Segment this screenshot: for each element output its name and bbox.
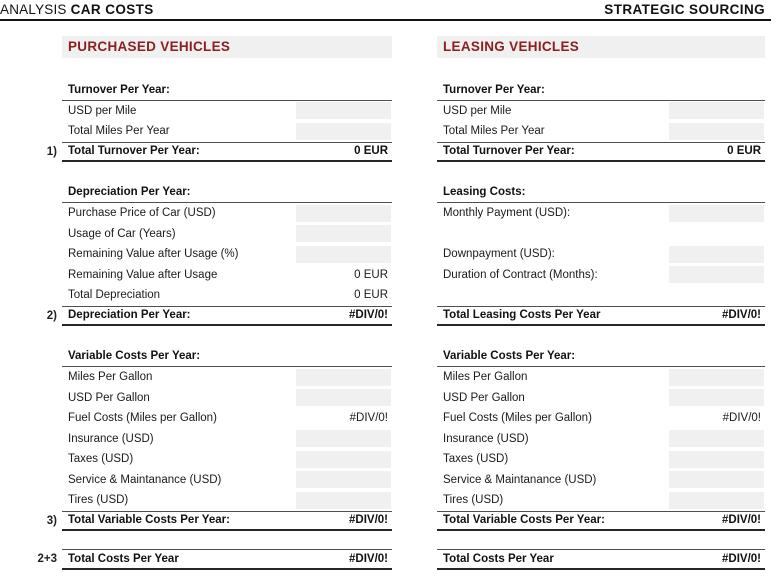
- row-label: Leasing Costs:: [443, 186, 526, 199]
- row-label: Total Leasing Costs Per Year: [443, 309, 601, 322]
- row-number-label: 3): [46, 514, 57, 527]
- row-label: Tires (USD): [68, 494, 129, 507]
- row-content: [437, 285, 765, 306]
- input-cell[interactable]: [296, 492, 391, 509]
- row-content: [62, 511, 392, 532]
- panel-purchased-vehicles: [36, 36, 392, 570]
- input-cell[interactable]: [669, 266, 764, 283]
- row-label: Turnover Per Year:: [68, 83, 170, 96]
- row-number-label: [36, 490, 62, 511]
- data-row: [36, 449, 392, 470]
- value-cell: 0 EUR: [354, 289, 388, 302]
- row-content: [62, 549, 392, 570]
- input-cell[interactable]: [669, 389, 764, 406]
- row-number-label: [36, 367, 62, 388]
- input-cell[interactable]: [669, 451, 764, 468]
- row-label: Remaining Value after Usage: [68, 268, 218, 281]
- row-label: USD per Mile: [443, 104, 512, 117]
- row-content: [437, 347, 765, 368]
- row-content: [62, 265, 392, 286]
- total-row: [36, 549, 392, 570]
- page-title-prefix: ANALYSIS: [0, 2, 67, 17]
- row-content: [437, 429, 765, 450]
- value-cell: #DIV/0!: [722, 514, 761, 527]
- row-label: Service & Maintanance (USD): [443, 473, 597, 486]
- row-number-label: [36, 347, 62, 368]
- value-cell: [670, 183, 765, 203]
- row-content: [62, 142, 392, 163]
- page-title: [0, 2, 154, 17]
- data-row: [437, 244, 765, 265]
- data-row: [36, 285, 392, 306]
- row-label: USD Per Gallon: [68, 391, 150, 404]
- row-content: [437, 121, 765, 142]
- input-cell[interactable]: [296, 430, 391, 447]
- spacer-row: [437, 224, 765, 245]
- row-content: [437, 224, 765, 245]
- row-label: USD Per Gallon: [443, 391, 525, 404]
- value-cell: #DIV/0!: [349, 309, 388, 322]
- total-row: [36, 511, 392, 532]
- row-content: [62, 347, 392, 368]
- row-number-label: [36, 388, 62, 409]
- row-content: [62, 101, 392, 122]
- input-cell[interactable]: [296, 369, 391, 386]
- input-cell[interactable]: [669, 102, 764, 119]
- row-content: [62, 470, 392, 491]
- input-cell[interactable]: [669, 471, 764, 488]
- value-cell: #DIV/0!: [722, 552, 761, 565]
- data-row: [36, 244, 392, 265]
- row-number-label: [36, 265, 62, 286]
- input-cell[interactable]: [296, 389, 391, 406]
- row-content: [62, 531, 392, 549]
- row-content: [62, 388, 392, 409]
- row-label: Turnover Per Year:: [443, 83, 545, 96]
- row-content: [437, 449, 765, 470]
- row-label: Total Miles Per Year: [443, 125, 545, 138]
- row-label: Insurance (USD): [68, 432, 154, 445]
- row-content: [437, 367, 765, 388]
- value-cell: [670, 347, 765, 367]
- row-label: Miles Per Gallon: [68, 371, 153, 384]
- row-label: Insurance (USD): [443, 432, 529, 445]
- row-content: [437, 80, 765, 101]
- total-row: [437, 511, 765, 532]
- data-row: [36, 388, 392, 409]
- total-row: [437, 549, 765, 570]
- row-label: Total Turnover Per Year:: [68, 145, 200, 158]
- row-number-label: [36, 80, 62, 101]
- data-row: [36, 408, 392, 429]
- row-content: [437, 244, 765, 265]
- row-label: USD per Mile: [68, 104, 137, 117]
- row-label: Purchase Price of Car (USD): [68, 207, 216, 220]
- row-label: Downpayment (USD):: [443, 248, 555, 261]
- row-content: [437, 531, 765, 549]
- row-label: Total Variable Costs Per Year:: [443, 514, 605, 527]
- value-cell: 0 EUR: [354, 268, 388, 281]
- data-row: [36, 367, 392, 388]
- data-row: [36, 490, 392, 511]
- row-content: [437, 265, 765, 286]
- spacer-row: [437, 162, 765, 183]
- row-content: [62, 449, 392, 470]
- row-number-label: 1): [46, 145, 57, 158]
- row-content: [62, 244, 392, 265]
- row-content: [437, 306, 765, 327]
- spacer-row: [36, 162, 392, 183]
- row-label: Taxes (USD): [443, 453, 509, 466]
- value-cell: [670, 80, 765, 100]
- data-row: [437, 265, 765, 286]
- total-row: [437, 142, 765, 163]
- page-title-main: CAR COSTS: [70, 2, 154, 17]
- row-content: [62, 490, 392, 511]
- row-number-label: [36, 470, 62, 491]
- data-row: [437, 490, 765, 511]
- row-content: [62, 162, 392, 183]
- input-cell[interactable]: [296, 246, 391, 263]
- total-row: [36, 142, 392, 163]
- input-cell[interactable]: [296, 123, 391, 140]
- data-row: [36, 203, 392, 224]
- row-content: [437, 490, 765, 511]
- row-number-label: [36, 285, 62, 306]
- row-number-label: [36, 429, 62, 450]
- row-label: Remaining Value after Usage (%): [68, 248, 239, 261]
- data-row: [437, 408, 765, 429]
- row-content: [62, 326, 392, 347]
- input-cell[interactable]: [296, 225, 391, 242]
- value-cell: #DIV/0!: [722, 412, 761, 425]
- row-content: [437, 162, 765, 183]
- input-cell[interactable]: [669, 246, 764, 263]
- row-label: Total Costs Per Year: [68, 552, 179, 565]
- input-cell[interactable]: [669, 430, 764, 447]
- value-cell: [297, 80, 392, 100]
- row-label: Total Costs Per Year: [443, 552, 554, 565]
- row-number-label: [36, 326, 62, 347]
- row-label: Duration of Contract (Months):: [443, 268, 598, 281]
- data-row: [36, 101, 392, 122]
- row-content: [437, 408, 765, 429]
- row-label: Fuel Costs (Miles per Gallon): [68, 412, 217, 425]
- input-cell[interactable]: [669, 123, 764, 140]
- row-label: Depreciation Per Year:: [68, 186, 191, 199]
- section-header-row: [36, 183, 392, 204]
- row-content: [62, 408, 392, 429]
- row-number-label: [36, 449, 62, 470]
- row-number-label: 2): [46, 309, 57, 322]
- data-row: [36, 470, 392, 491]
- data-row: [437, 203, 765, 224]
- spacer-row: [437, 285, 765, 306]
- input-cell[interactable]: [296, 205, 391, 222]
- row-content: [62, 183, 392, 204]
- value-cell: #DIV/0!: [349, 412, 388, 425]
- row-content: [62, 203, 392, 224]
- row-label: Tires (USD): [443, 494, 504, 507]
- input-cell[interactable]: [296, 471, 391, 488]
- row-label: Total Turnover Per Year:: [443, 145, 575, 158]
- data-row: [437, 470, 765, 491]
- data-row: [437, 429, 765, 450]
- section-header-row: [437, 80, 765, 101]
- row-number-label: 2+3: [37, 553, 57, 565]
- row-content: [437, 326, 765, 347]
- value-cell: [297, 183, 392, 203]
- row-content: [62, 121, 392, 142]
- section-header-row: [437, 183, 765, 204]
- row-number-label: [36, 408, 62, 429]
- row-number-label: [36, 531, 62, 549]
- data-row: [437, 367, 765, 388]
- row-content: [62, 306, 392, 327]
- panel-title-leasing: LEASING VEHICLES: [437, 36, 765, 58]
- row-number-label: [36, 101, 62, 122]
- row-label: Variable Costs Per Year:: [68, 350, 201, 363]
- row-content: [437, 101, 765, 122]
- row-content: [437, 203, 765, 224]
- value-cell: 0 EUR: [727, 145, 761, 158]
- data-row: [437, 121, 765, 142]
- row-label: Depreciation Per Year:: [68, 309, 191, 322]
- value-cell: #DIV/0!: [722, 309, 761, 322]
- value-cell: #DIV/0!: [349, 552, 388, 565]
- spacer-row: [36, 326, 392, 347]
- data-row: [36, 121, 392, 142]
- row-label: Monthly Payment (USD):: [443, 207, 571, 220]
- row-content: [62, 367, 392, 388]
- spacer-row: [437, 326, 765, 347]
- data-row: [437, 388, 765, 409]
- data-row: [36, 265, 392, 286]
- row-label: Taxes (USD): [68, 453, 134, 466]
- data-row: [437, 101, 765, 122]
- data-row: [437, 449, 765, 470]
- row-label: Total Miles Per Year: [68, 125, 170, 138]
- row-label: Service & Maintanance (USD): [68, 473, 222, 486]
- section-header-row: [36, 80, 392, 101]
- input-cell[interactable]: [669, 205, 764, 222]
- row-number-label: [36, 121, 62, 142]
- row-number-label: [36, 244, 62, 265]
- row-content: [62, 285, 392, 306]
- row-label: Usage of Car (Years): [68, 227, 176, 240]
- spacer-row: [36, 531, 392, 549]
- row-label: Miles Per Gallon: [443, 371, 528, 384]
- input-cell[interactable]: [296, 451, 391, 468]
- value-cell: 0 EUR: [354, 145, 388, 158]
- row-content: [437, 470, 765, 491]
- row-label: Variable Costs Per Year:: [443, 350, 576, 363]
- row-number-label: [36, 224, 62, 245]
- data-row: [36, 429, 392, 450]
- row-label: Total Variable Costs Per Year:: [68, 514, 230, 527]
- spacer: [36, 58, 392, 80]
- row-content: [437, 388, 765, 409]
- page-header: [0, 0, 771, 21]
- row-content: [62, 429, 392, 450]
- row-content: [437, 549, 765, 570]
- row-content: [437, 183, 765, 204]
- total-row: [437, 306, 765, 327]
- row-number-label: [36, 183, 62, 204]
- row-content: [62, 80, 392, 101]
- panel-title-purchased: PURCHASED VEHICLES: [62, 36, 392, 58]
- row-content: [62, 224, 392, 245]
- value-cell: #DIV/0!: [349, 514, 388, 527]
- total-row: [36, 306, 392, 327]
- row-content: [437, 142, 765, 163]
- row-content: [437, 511, 765, 532]
- leasing-rows: [437, 80, 765, 570]
- page-title-right: STRATEGIC SOURCING: [604, 2, 765, 17]
- row-number-label: [36, 162, 62, 183]
- panel-leasing-vehicles: [437, 36, 765, 570]
- row-label: Fuel Costs (Miles per Gallon): [443, 412, 592, 425]
- purchased-rows: [36, 80, 392, 570]
- section-header-row: [36, 347, 392, 368]
- input-cell[interactable]: [669, 492, 764, 509]
- row-number-label: [36, 203, 62, 224]
- row-label: Total Depreciation: [68, 289, 161, 302]
- value-cell: [297, 347, 392, 367]
- section-header-row: [437, 347, 765, 368]
- input-cell[interactable]: [296, 102, 391, 119]
- spacer-row: [437, 531, 765, 549]
- data-row: [36, 224, 392, 245]
- input-cell[interactable]: [669, 369, 764, 386]
- spacer: [437, 58, 765, 80]
